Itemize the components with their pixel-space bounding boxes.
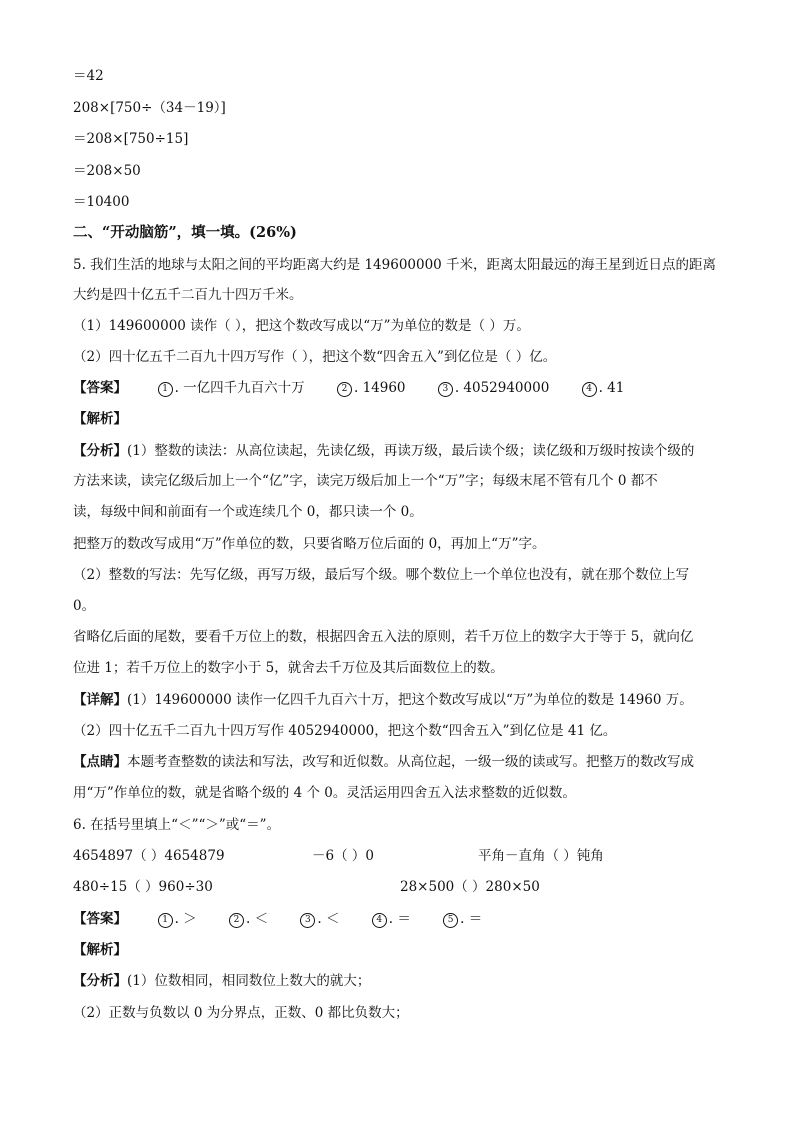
note-line <box>73 752 694 772</box>
calc-line: 208×[750÷（34－19）] <box>73 100 226 116</box>
answer-line <box>73 909 510 929</box>
calc-line: ＝208×50 <box>73 163 141 179</box>
analysis-text: (1）整数的读法：从高位读起，先读亿级，再读万级，最后读个级；读亿级和万级时按读个级的 <box>127 443 695 459</box>
analysis-tag: 【解析】 <box>73 942 127 958</box>
fenxi-tag: 【分析】 <box>73 973 127 989</box>
detail-text: （2）四十亿五千二百九十四万写作 4052940000，把这个数“四舍五入”到亿位是 41 亿。 <box>73 723 617 739</box>
answer-item: 3 . ＜ <box>300 909 339 929</box>
answer-item: 4 . 41 <box>582 378 625 398</box>
dianjing-tag: 【点睛】 <box>73 754 127 770</box>
detail-text: (1）149600000 读作一亿四千九百六十万，把这个数改写成以“万”为单位的数是 14960 万。 <box>127 692 693 708</box>
analysis-tag: 【解析】 <box>73 411 127 427</box>
analysis-text: 读，每级中间和前面有一个或连续几个 0，都只读一个 0。 <box>73 504 423 520</box>
answer-item: 4 . ＝ <box>372 909 411 929</box>
note-text: 用“万”作单位的数，就是省略个级的 4 个 0。灵活运用四舍五入法求整数的近似数。 <box>73 785 576 801</box>
xiangjie-tag: 【详解】 <box>73 692 127 708</box>
answer-item: 2 . ＜ <box>229 909 268 929</box>
analysis-text: 位进 1；若千万位上的数字小于 5，就舍去千万位及其后面数位上的数。 <box>73 660 504 676</box>
answer-item: 2 . 14960 <box>337 378 406 398</box>
calc-line: ＝42 <box>73 68 104 84</box>
answer-tag: 【答案】 <box>73 380 127 396</box>
fenxi-tag: 【分析】 <box>73 443 127 459</box>
answer-item: 5 . ＝ <box>443 909 482 929</box>
section-title: 二、“开动脑筋”，填一填。(26%) <box>73 224 297 241</box>
calc-line: ＝10400 <box>73 194 130 210</box>
compare-item: 480÷15（ ）960÷30 <box>73 879 213 895</box>
question-stem: 大约是四十亿五千二百九十四万千米。 <box>73 287 303 303</box>
analysis-text: (1）位数相同，相同数位上数大的就大； <box>127 973 371 989</box>
answer-item: 1 . 一亿四千九百六十万 <box>158 378 305 398</box>
analysis-text: 省略亿后面的尾数，要看千万位上的数，根据四舍五入法的原则，若千万位上的数字大于等于 5，就向亿 <box>73 629 694 645</box>
analysis-line <box>73 441 694 461</box>
answer-item: 3 . 4052940000 <box>438 378 549 398</box>
analysis-text: 0。 <box>73 598 96 614</box>
question-stem: 6. 在括号里填上“＜”“＞”或“＝”。 <box>73 817 281 833</box>
question-part: （1）149600000 读作（ ），把这个数改写成以“万”为单位的数是（ ）万。 <box>73 318 530 334</box>
calc-line: ＝208×[750÷15] <box>73 131 189 147</box>
note-text: 本题考查整数的读法和写法，改写和近似数。从高位起，一级一级的读或写。把整万的数改写成 <box>127 754 694 770</box>
compare-item: 4654897（ ）4654879 <box>73 848 225 864</box>
compare-item: 平角－直角（ ）钝角 <box>478 848 604 864</box>
compare-item: －6（ ）0 <box>312 848 374 864</box>
question-stem: 5. 我们生活的地球与太阳之间的平均距离大约是 149600000 千米，距离太阳最远的海王星到近日点的距离 <box>73 257 717 273</box>
answer-tag: 【答案】 <box>73 911 127 927</box>
compare-item: 28×500（ ）280×50 <box>400 879 540 895</box>
analysis-text: （2）正数与负数以 0 为分界点，正数、0 都比负数大； <box>73 1005 409 1021</box>
analysis-line <box>73 971 370 991</box>
analysis-text: 方法来读，读完亿级后加上一个“亿”字，读完万级后加上一个“万”字；每级末尾不管有几个 0 都不 <box>73 473 658 489</box>
answer-item: 1 . ＞ <box>158 909 197 929</box>
analysis-text: 把整万的数改写成用“万”作单位的数，只要省略万位后面的 0，再加上“万”字。 <box>73 536 546 552</box>
detail-line <box>73 690 693 710</box>
question-part: （2）四十亿五千二百九十四万写作（ ），把这个数“四舍五入”到亿位是（ ）亿。 <box>73 349 557 365</box>
analysis-text: （2）整数的写法：先写亿级，再写万级，最后写个级。哪个数位上一个单位也没有，就在那个数位上写 <box>73 567 690 583</box>
answer-line <box>73 378 652 398</box>
